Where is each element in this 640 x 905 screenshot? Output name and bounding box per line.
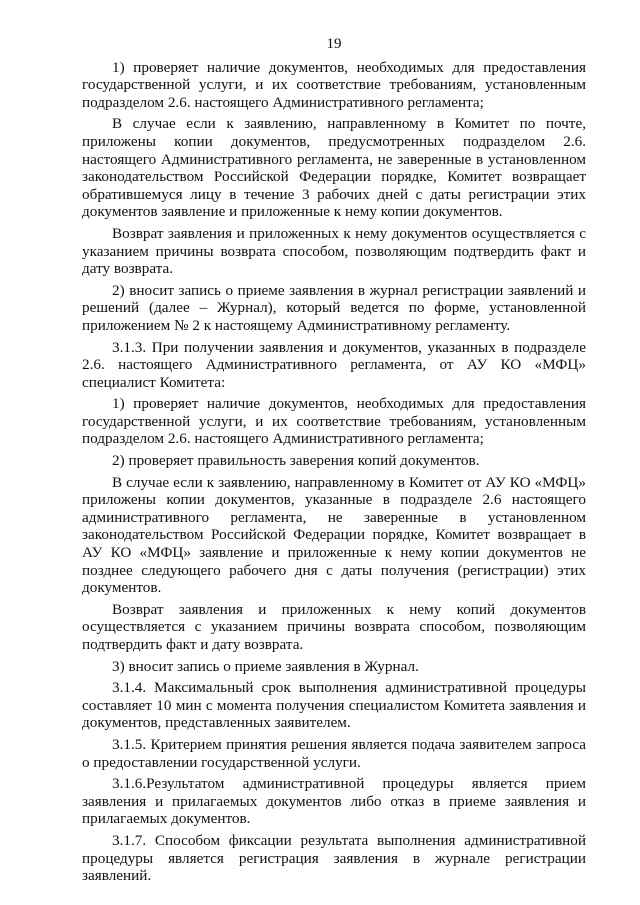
paragraph-mfc-return: В случае если к заявлению, направленному в Комитет от АУ КО «МФЦ» приложены копии документов, указанные в подразделе 2.6 настоящего административного регламента, не заверенные в установленном законодательством Российской Федерации порядке, Комитет возвращает в АУ КО «МФЦ» заявление и приложенные к нему копии документов не позднее следующего рабочего дня с даты получения (регистрации) этих документов. (82, 473, 586, 597)
paragraph-mfc-check-documents: 1) проверяет наличие документов, необходимых для предоставления государственной услуги, и их соответствие требованиям, установленным подразделом 2.6. настоящего Административного регламента; (82, 395, 586, 448)
paragraph-journal-record: 3) вносит запись о приеме заявления в Журнал. (112, 657, 419, 675)
page-number: 19 (326, 36, 342, 52)
paragraph-3-1-5: 3.1.5. Критерием принятия решения является подача заявителем запроса о предоставлении государственной услуги. (82, 735, 586, 771)
paragraph-3-1-6: 3.1.6.Результатом административной процедуры является прием заявления и прилагаемых документов либо отказ в приеме заявления и прилагаемых документов. (82, 775, 586, 828)
paragraph-return-method: Возврат заявления и приложенных к нему документов осуществляется с указанием причины возврата способом, позволяющим подтвердить факт и дату возврата. (82, 224, 586, 278)
paragraph-3-1-3: 3.1.3. При получении заявления и документов, указанных в подразделе 2.6. настоящего Административного регламента, от АУ КО «МФЦ» специалист Комитета: (82, 338, 586, 391)
paragraph-journal-entry: 2) вносит запись о приеме заявления в журнал регистрации заявлений и решений (далее – Журнал), который ведется по форме, установленной приложением № 2 к настоящему Административному регламенту. (82, 281, 586, 334)
paragraph-mfc-return-method: Возврат заявления и приложенных к нему копий документов осуществляется с указанием причины возврата способом, позволяющим подтвердить факт и дату возврата. (82, 600, 586, 653)
paragraph-check-documents: 1) проверяет наличие документов, необходимых для предоставления государственной услуги, и их соответствие требованиям, установленным подразделом 2.6. настоящего Административного регламента; (82, 58, 586, 111)
paragraph-mail-return: В случае если к заявлению, направленному в Комитет по почте, приложены копии документов, предусмотренных подразделом 2.6. настоящего Административного регламента, не заверенные в установленном законодательством Российской Федерации порядке, Комитет возвращает обратившемуся лицу в течение 3 рабочих дней с даты регистрации этих документов заявление и приложенные к нему копии документов. (82, 115, 586, 221)
paragraph-3-1-4: 3.1.4. Максимальный срок выполнения административной процедуры составляет 10 мин с момента получения специалистом Комитета заявления и документов, представленных заявителем. (82, 679, 586, 732)
paragraph-check-certification: 2) проверяет правильность заверения копий документов. (112, 452, 480, 470)
paragraph-3-1-7: 3.1.7. Способом фиксации результата выполнения административной процедуры является регистрация заявления в журнале регистрации заявлений. (82, 831, 586, 885)
